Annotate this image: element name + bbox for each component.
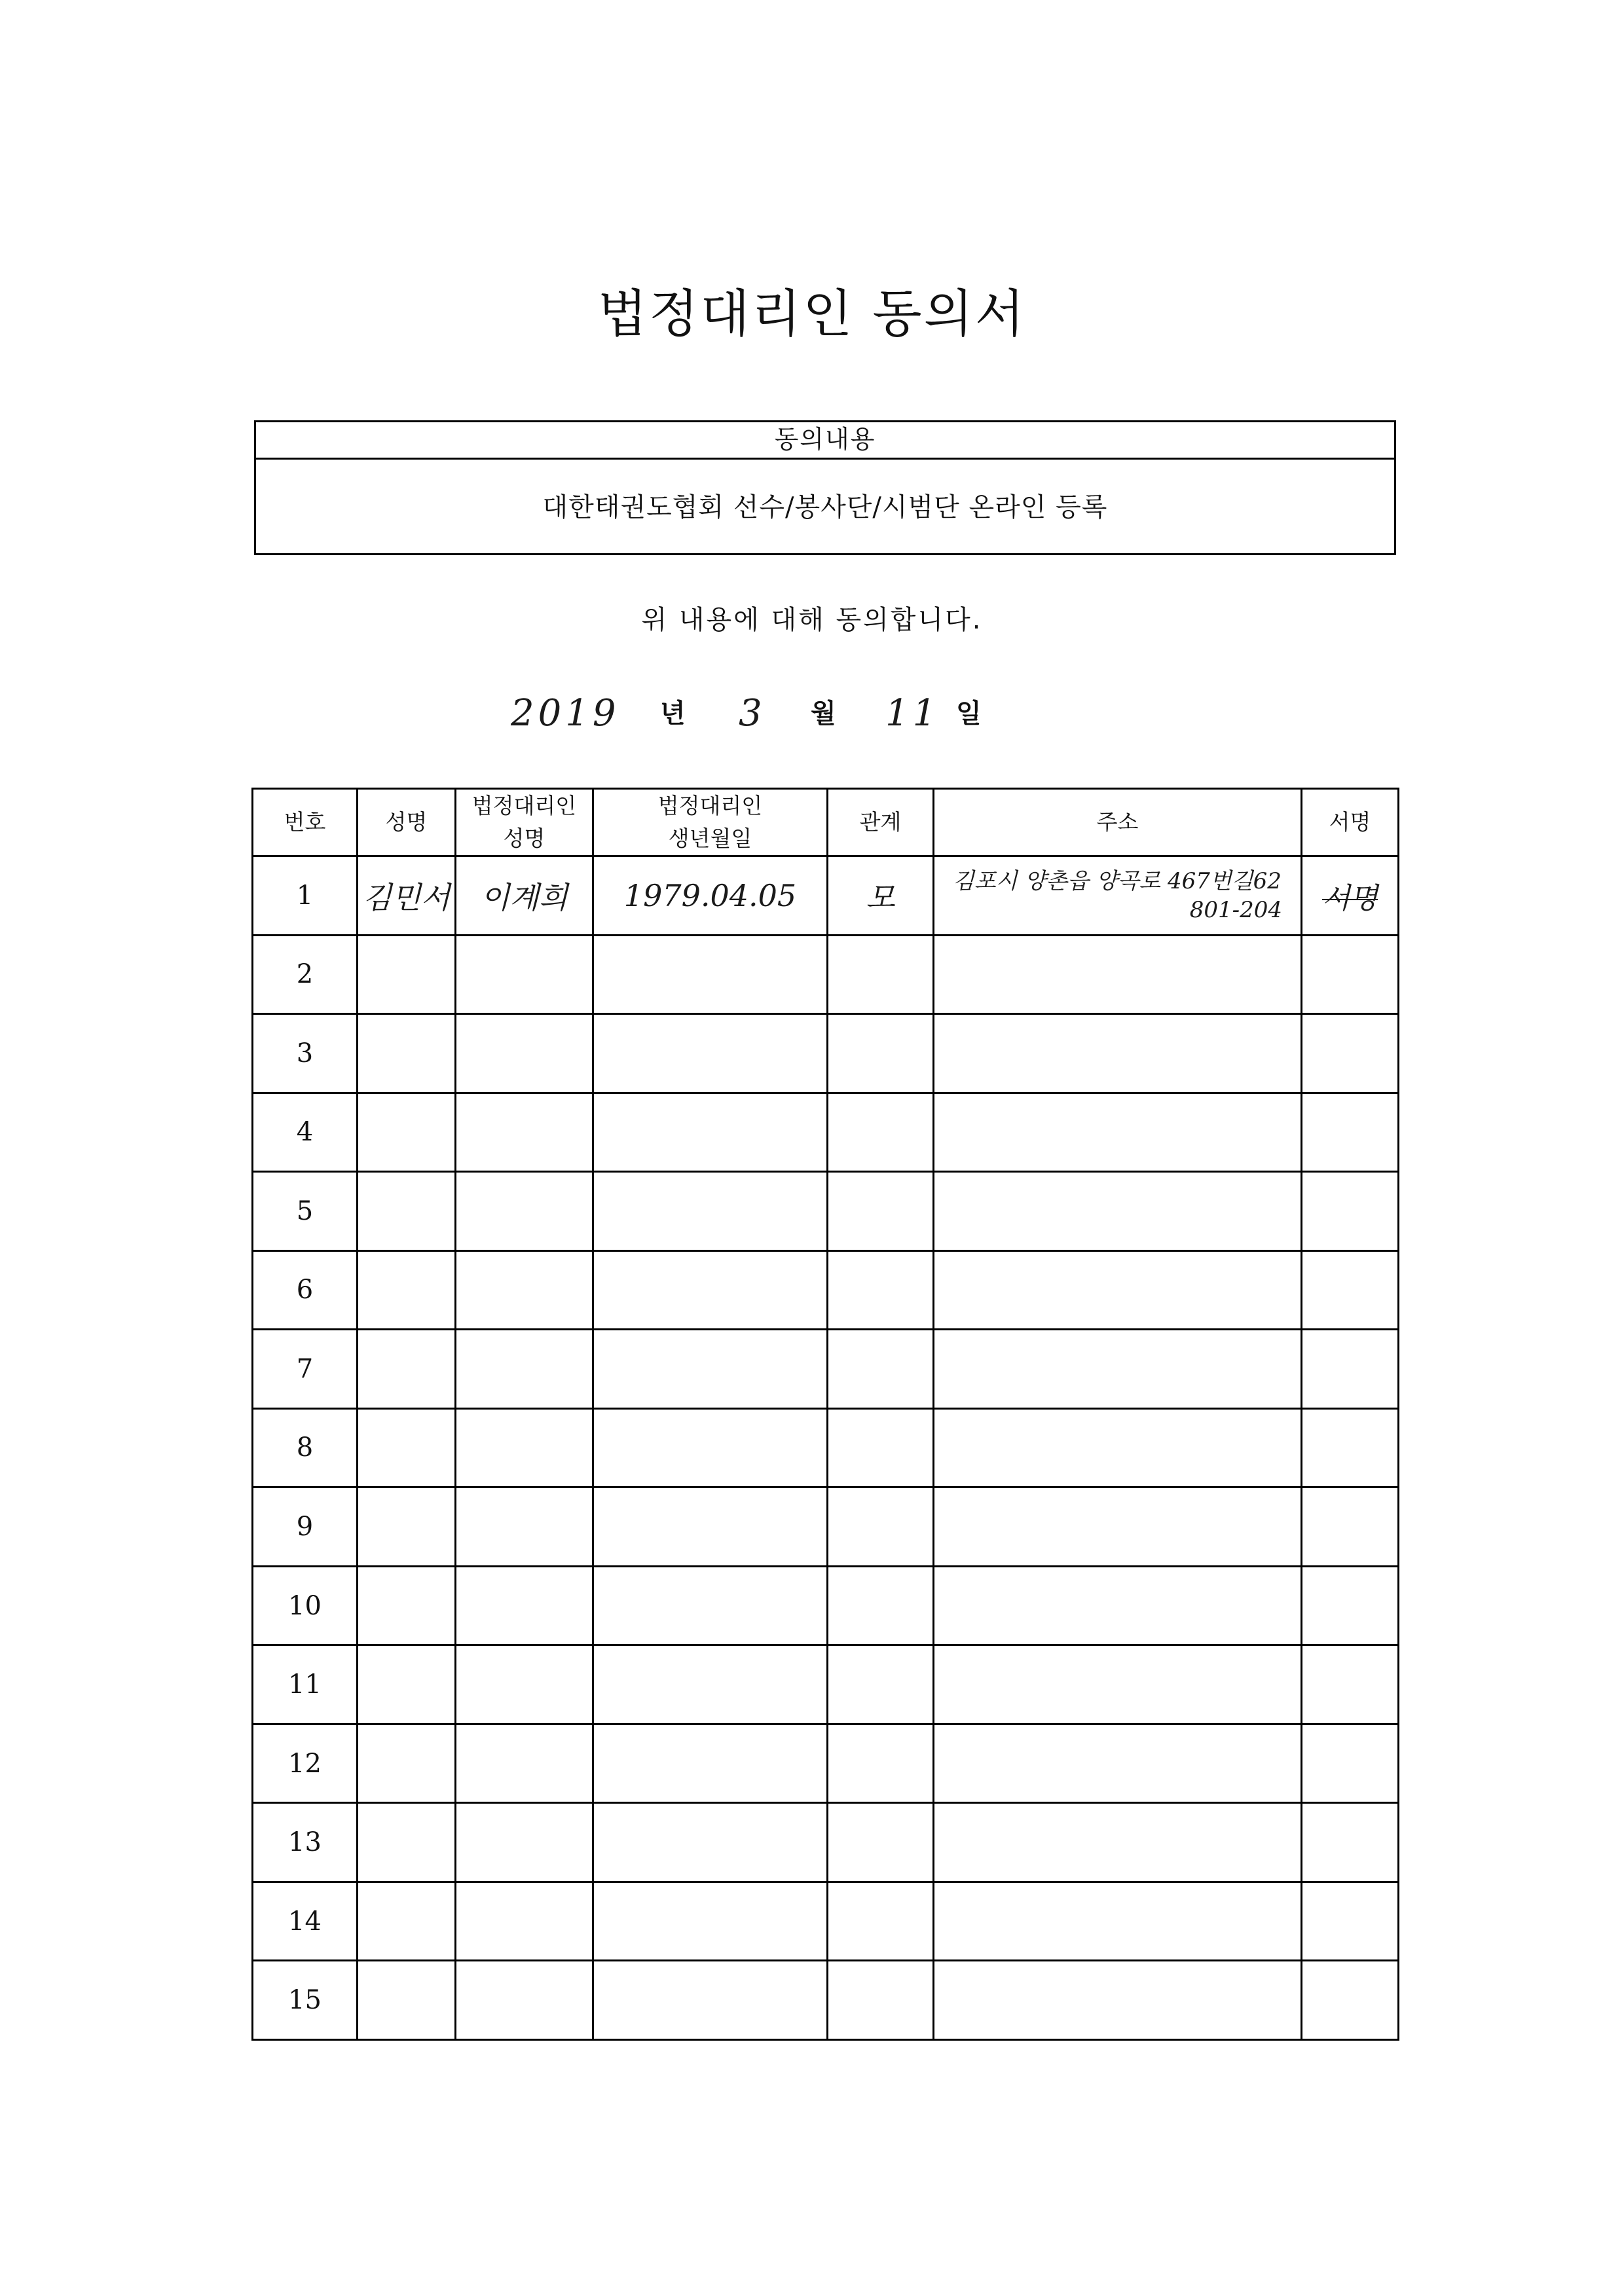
cell-relation [828,1408,934,1487]
cell-guardian-birth [593,1566,828,1645]
cell-address [934,1014,1302,1093]
cell-number: 7 [253,1330,358,1409]
cell-address [934,856,1302,936]
cell-relation [828,1882,934,1961]
table-row [253,1330,1399,1409]
date-year-handwritten: 2019 [511,692,620,735]
cell-signature [1302,935,1399,1014]
cell-guardian-birth [593,1645,828,1724]
date-month-unit: 월 [811,699,836,729]
cell-address-line2: 801-204 [1189,896,1282,923]
cell-relation [828,1014,934,1093]
cell-address [934,1803,1302,1882]
cell-guardian-name [456,1172,593,1251]
cell-guardian-name [456,1014,593,1093]
table-header-row [253,789,1399,856]
cell-guardian-birth [593,935,828,1014]
cell-name [358,1014,456,1093]
cell-name [358,1961,456,2040]
table-row [253,1882,1399,1961]
cell-relation [828,935,934,1014]
cell-guardian-birth [593,1250,828,1330]
cell-guardian-birth [593,1882,828,1961]
cell-address [934,1330,1302,1409]
cell-relation [828,1093,934,1172]
cell-guardian-name [456,1645,593,1724]
cell-name [358,1882,456,1961]
cell-name [358,1093,456,1172]
cell-signature [1302,1487,1399,1567]
cell-number: 8 [253,1408,358,1487]
cell-relation [828,1330,934,1409]
cell-address [934,1172,1302,1251]
cell-guardian-birth [593,1803,828,1882]
table-row [253,1487,1399,1567]
cell-address [934,1408,1302,1487]
cell-signature [1302,1014,1399,1093]
cell-name [358,1487,456,1567]
cell-relation [828,1645,934,1724]
cell-address-line1: 김포시 양촌읍 양곡로 467번길62 [953,867,1282,894]
date-year-unit: 년 [660,699,686,729]
header-guardian-name-line1: 법정대리인 [471,793,577,818]
cell-relation [828,1961,934,2040]
table-row [253,1803,1399,1882]
cell-signature [1302,1093,1399,1172]
cell-guardian-name [456,1882,593,1961]
guardian-registration-table [251,788,1399,2041]
cell-number: 13 [253,1803,358,1882]
consent-content-text: 대한태권도협회 선수/봉사단/시범단 온라인 등록 [542,492,1108,522]
cell-guardian-birth [593,1014,828,1093]
cell-number: 6 [253,1250,358,1330]
cell-signature [1302,1250,1399,1330]
cell-signature [1302,1408,1399,1487]
cell-address [934,1724,1302,1803]
table-row [253,1645,1399,1724]
cell-number: 3 [253,1014,358,1093]
cell-guardian-name [456,935,593,1014]
consent-content-header: 동의내용 [256,422,1394,460]
table-row [253,1566,1399,1645]
cell-signature [1302,1172,1399,1251]
cell-address [934,1093,1302,1172]
cell-guardian-birth [593,1487,828,1567]
header-address: 주소 [934,789,1302,856]
cell-address [934,1645,1302,1724]
cell-name [358,1330,456,1409]
header-guardian-birth-line1: 법정대리인 [657,793,763,818]
cell-name [358,1803,456,1882]
cell-guardian-name [456,1487,593,1567]
cell-guardian-birth: 1979.04.05 [593,856,828,936]
cell-name [358,1172,456,1251]
consent-content-box [254,420,1396,555]
date-month-handwritten: 3 [739,692,766,735]
table-row [253,1093,1399,1172]
cell-number: 2 [253,935,358,1014]
date-day-handwritten: 11 [885,692,940,735]
cell-number: 9 [253,1487,358,1567]
header-name: 성명 [358,789,456,856]
header-relation: 관계 [828,789,934,856]
document-title: 법정대리인 동의서 [597,285,1027,344]
cell-guardian-birth [593,1330,828,1409]
cell-signature [1302,1961,1399,2040]
cell-number: 12 [253,1724,358,1803]
cell-relation [828,1566,934,1645]
cell-relation [828,1803,934,1882]
cell-guardian-name [456,1330,593,1409]
table-row [253,935,1399,1014]
cell-guardian-birth [593,1093,828,1172]
cell-number: 5 [253,1172,358,1251]
header-number: 번호 [253,789,358,856]
date-day-unit: 일 [956,699,982,729]
table-row [253,1172,1399,1251]
cell-name [358,935,456,1014]
cell-guardian-birth [593,1172,828,1251]
cell-number: 10 [253,1566,358,1645]
cell-address [934,1566,1302,1645]
cell-name: 김민서 [358,856,456,936]
cell-guardian-birth [593,1961,828,2040]
cell-signature [1302,856,1399,936]
cell-name [358,1645,456,1724]
table-row [253,1014,1399,1093]
cell-relation [828,1250,934,1330]
cell-number: 11 [253,1645,358,1724]
cell-address [934,1487,1302,1567]
cell-guardian-name [456,1408,593,1487]
table-row [253,856,1399,936]
cell-guardian-name [456,1566,593,1645]
cell-signature [1302,1724,1399,1803]
cell-name [358,1724,456,1803]
cell-relation [828,1172,934,1251]
header-guardian-name [456,789,593,856]
cell-address [934,1961,1302,2040]
cell-number: 14 [253,1882,358,1961]
cell-name [358,1566,456,1645]
cell-guardian-name: 이계희 [456,856,593,936]
cell-guardian-birth [593,1408,828,1487]
cell-signature [1302,1566,1399,1645]
date-line [0,681,1624,746]
table-row [253,1250,1399,1330]
cell-signature [1302,1645,1399,1724]
cell-signature [1302,1330,1399,1409]
cell-guardian-birth [593,1724,828,1803]
cell-address [934,935,1302,1014]
cell-guardian-name [456,1724,593,1803]
cell-name [358,1250,456,1330]
header-guardian-birth [593,789,828,856]
header-guardian-birth-line2: 생년월일 [668,826,752,851]
cell-relation: 모 [828,856,934,936]
cell-relation [828,1724,934,1803]
cell-guardian-name [456,1961,593,2040]
cell-number: 4 [253,1093,358,1172]
cell-guardian-name [456,1803,593,1882]
cell-signature [1302,1803,1399,1882]
table-row [253,1961,1399,2040]
cell-number: 1 [253,856,358,936]
cell-number: 15 [253,1961,358,2040]
cell-signature [1302,1882,1399,1961]
signature-mark: 서명 [1321,881,1378,915]
cell-name [358,1408,456,1487]
cell-address [934,1250,1302,1330]
table-row [253,1724,1399,1803]
cell-relation [828,1487,934,1567]
header-signature: 서명 [1302,789,1399,856]
cell-guardian-name [456,1093,593,1172]
table-row [253,1408,1399,1487]
header-guardian-name-line2: 성명 [503,826,545,851]
agreement-statement: 위 내용에 대해 동의합니다. [641,605,983,635]
cell-guardian-name [456,1250,593,1330]
cell-address [934,1882,1302,1961]
